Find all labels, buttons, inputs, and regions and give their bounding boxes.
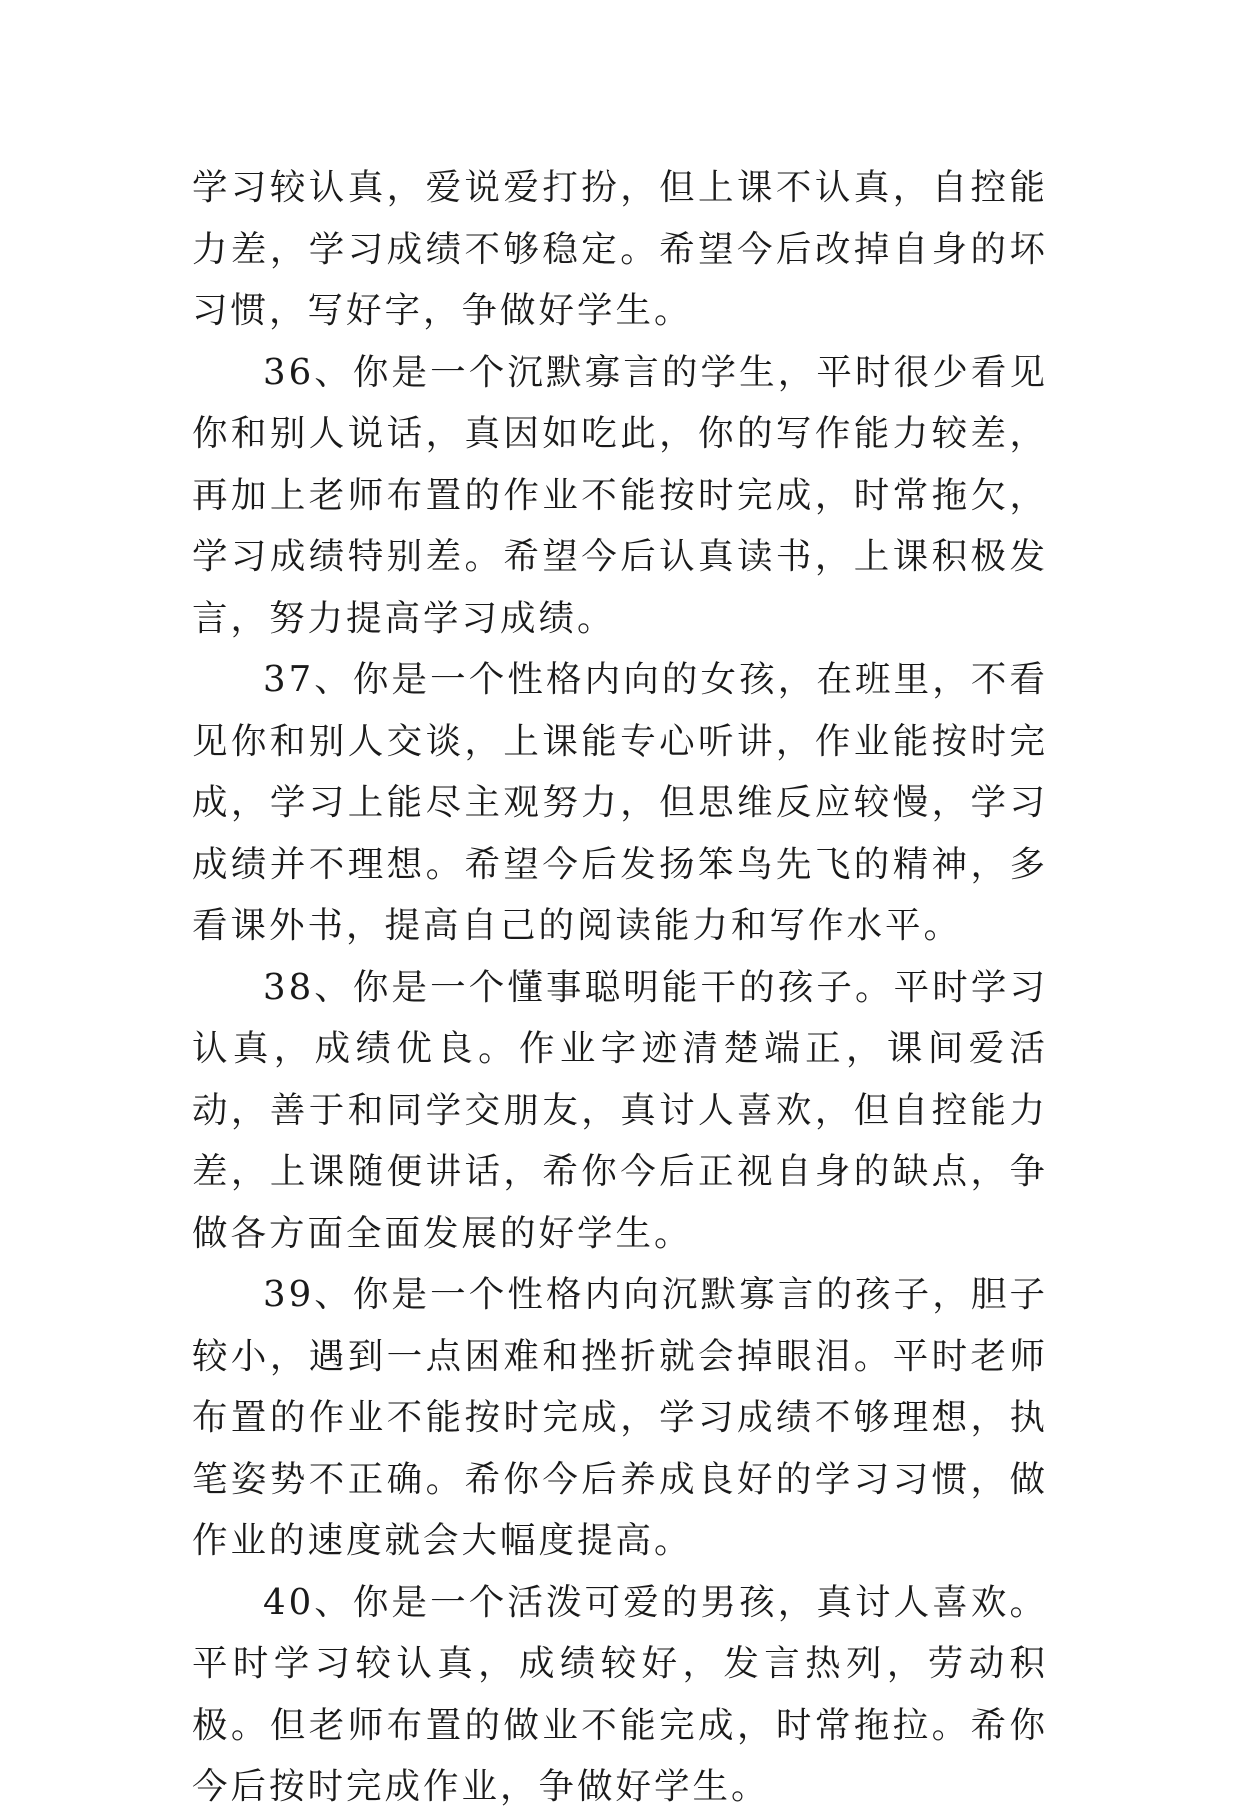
paragraph-38: 38、你是一个懂事聪明能干的孩子。平时学习认真，成绩优良。作业字迹清楚端正，课间爱活动，善于和同学交朋友，真讨人喜欢，但自控能力差，上课随便讲话，希你今后正视自身的缺点，争做各方面全面发展的好学生。 bbox=[192, 966, 1048, 1254]
paragraph-36: 36、你是一个沉默寡言的学生，平时很少看见你和别人说话，真因如吃此，你的写作能力较差，再加上老师布置的作业不能按时完成，时常拖欠，学习成绩特别差。希望今后认真读书，上课积极发言，努力提高学习成绩。 bbox=[192, 351, 1048, 639]
paragraph-37: 37、你是一个性格内向的女孩，在班里，不看见你和别人交谈，上课能专心听讲，作业能按时完成，学习上能尽主观努力，但思维反应较慢，学习成绩并不理想。希望今后发扬笨鸟先飞的精神，多看课外书，提高自己的阅读能力和写作水平。 bbox=[192, 659, 1048, 946]
paragraph-40: 40、你是一个活泼可爱的男孩，真讨人喜欢。平时学习较认真，成绩较好，发言热列，劳动积极。但老师布置的做业不能完成，时常拖拉。希你今后按时完成作业，争做好学生。 bbox=[192, 1581, 1048, 1807]
document-body bbox=[192, 157, 1048, 1818]
paragraph-continued: 学习较认真，爱说爱打扮，但上课不认真，自控能力差，学习成绩不够稳定。希望今后改掉自身的坏习惯，写好字，争做好学生。 bbox=[192, 167, 1048, 331]
paragraph-39: 39、你是一个性格内向沉默寡言的孩子，胆子较小，遇到一点困难和挫折就会掉眼泪。平时老师布置的作业不能按时完成，学习成绩不够理想，执笔姿势不正确。希你今后养成良好的学习习惯，做作业的速度就会大幅度提高。 bbox=[192, 1274, 1048, 1561]
